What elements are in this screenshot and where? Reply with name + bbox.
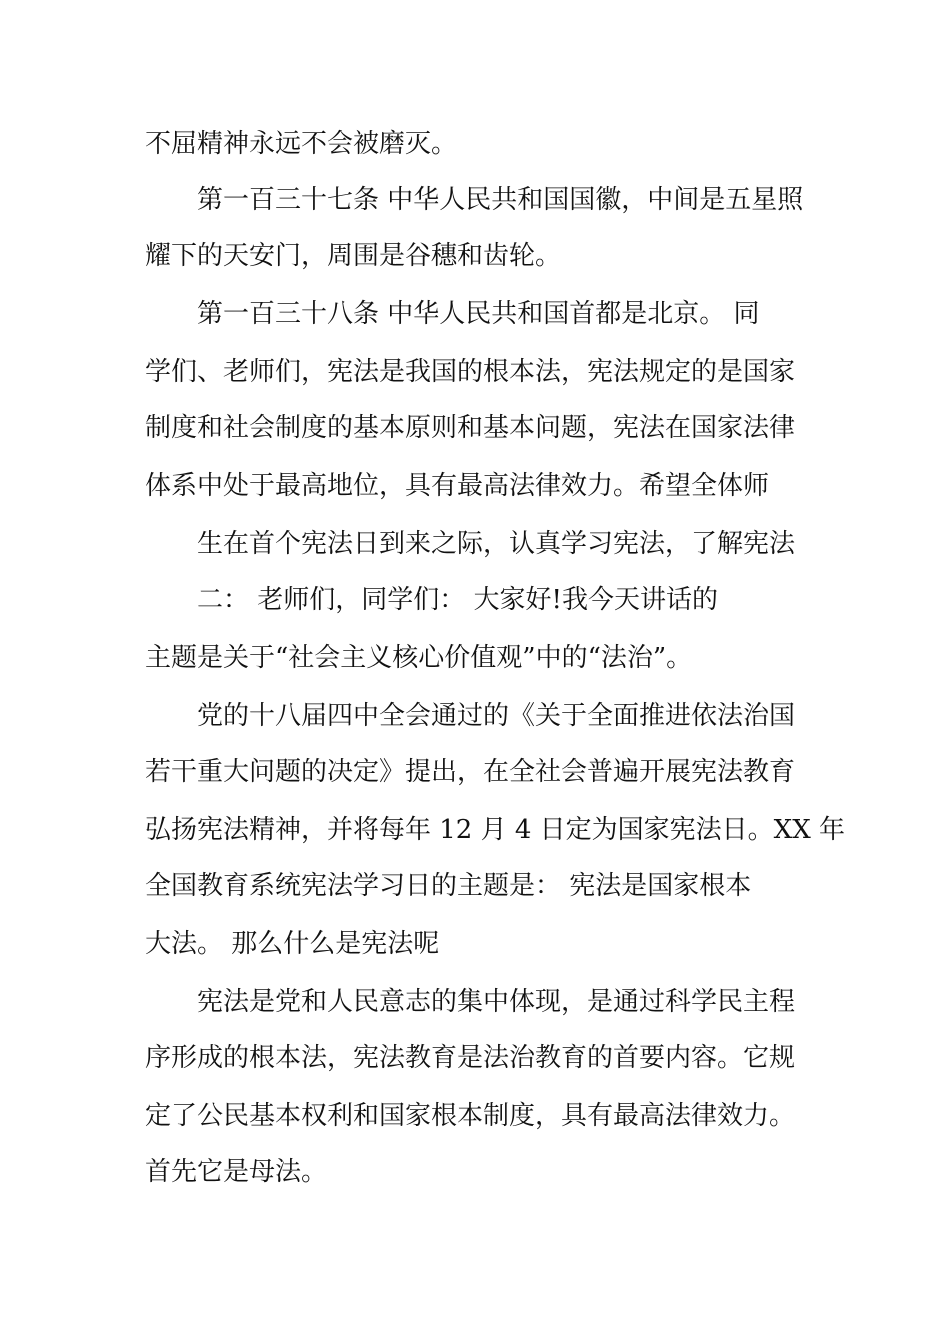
text-line: 序形成的根本法，宪法教育是法治教育的首要内容。它规: [145, 1043, 796, 1073]
text-line: 全国教育系统宪法学习日的主题是： 宪法是国家根本: [145, 871, 752, 901]
text-line: 第一百三十八条 中华人民共和国首都是北京。 同: [197, 299, 760, 329]
text-line: 二： 老师们，同学们： 大家好!我今天讲话的: [197, 585, 718, 615]
text-line: 学们、老师们，宪法是我国的根本法，宪法规定的是国家: [145, 357, 796, 387]
text-line: 体系中处于最高地位，具有最高法律效力。希望全体师: [145, 471, 770, 501]
text-line: 党的十八届四中全会通过的《关于全面推进依法治国: [197, 701, 796, 731]
text-line: 耀下的天安门，周围是谷穗和齿轮。: [145, 241, 562, 271]
text-line: 定了公民基本权利和国家根本制度，具有最高法律效力。: [145, 1101, 796, 1131]
text-line: 主题是关于“社会主义核心价值观”中的“法治”。: [145, 643, 693, 673]
text-line: 大法。 那么什么是宪法呢: [145, 929, 440, 959]
text-line: 首先它是母法。: [145, 1157, 328, 1187]
text-line: 宪法是党和人民意志的集中体现，是通过科学民主程: [197, 987, 796, 1017]
text-line: 生在首个宪法日到来之际，认真学习宪法，了解宪法: [197, 529, 796, 559]
text-line: 第一百三十七条 中华人民共和国国徽，中间是五星照: [197, 185, 804, 215]
text-line: 不屈精神永远不会被磨灭。: [145, 129, 458, 159]
text-line: 若干重大问题的决定》提出，在全社会普遍开展宪法教育: [145, 757, 796, 787]
text-line: 制度和社会制度的基本原则和基本问题，宪法在国家法律: [145, 413, 796, 443]
text-line: 弘扬宪法精神，并将每年 12 月 4 日定为国家宪法日。XX 年: [145, 815, 845, 845]
